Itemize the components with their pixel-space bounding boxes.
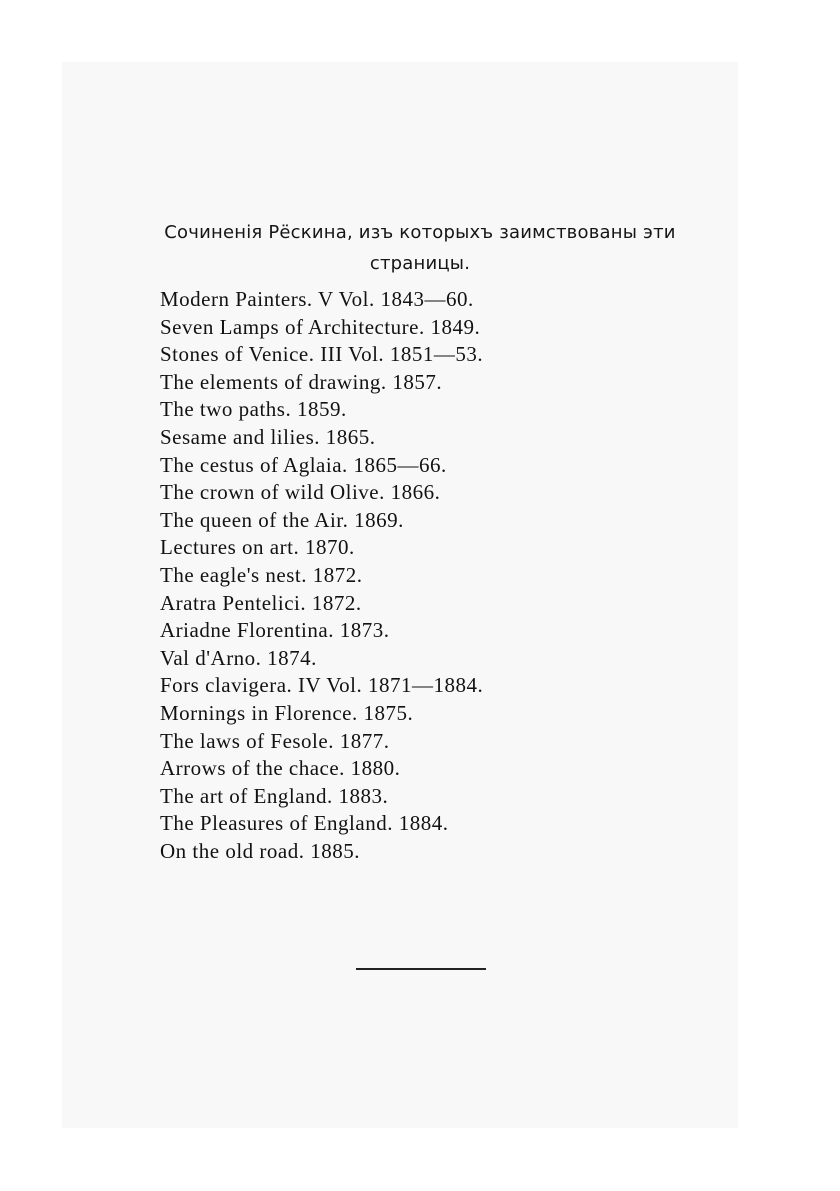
list-item: The two paths. 1859. [160, 397, 347, 422]
list-item: Ariadne Florentina. 1873. [160, 618, 390, 643]
list-item: The laws of Fesole. 1877. [160, 728, 390, 753]
list-item: On the old road. 1885. [160, 838, 360, 863]
list-item: Modern Painters. V Vol. 1843—60. [160, 287, 474, 311]
list-item: The elements of drawing. 1857. [160, 369, 443, 394]
list-item: Lectures on art. 1870. [160, 535, 355, 560]
list-item: The eagle's nest. 1872. [160, 562, 363, 587]
list-item: The cestus of Aglaia. 1865—66. [160, 452, 447, 477]
list-item: The art of England. 1883. [160, 783, 389, 808]
works-list [160, 286, 483, 865]
list-item: Seven Lamps of Architecture. 1849. [160, 314, 481, 339]
list-item: Fors clavigera. IV Vol. 1871—1884. [160, 673, 484, 698]
list-item: Sesame and lilies. 1865. [160, 424, 376, 449]
list-item: The Pleasures of England. 1884. [160, 811, 449, 836]
list-item: The crown of wild Olive. 1866. [160, 480, 441, 505]
list-item: The queen of the Air. 1869. [160, 507, 404, 532]
list-item: Arrows of the chace. 1880. [160, 756, 401, 781]
list-item: Val d'Arno. 1874. [160, 645, 317, 670]
list-item: Aratra Pentelici. 1872. [160, 590, 362, 615]
divider [356, 968, 486, 970]
list-item: Mornings in Florence. 1875. [160, 700, 414, 725]
page-title: Сочиненія Рёскина, изъ которыхъ заимствованы эти страницы. [164, 222, 676, 274]
list-item: Stones of Venice. III Vol. 1851—53. [160, 342, 484, 367]
